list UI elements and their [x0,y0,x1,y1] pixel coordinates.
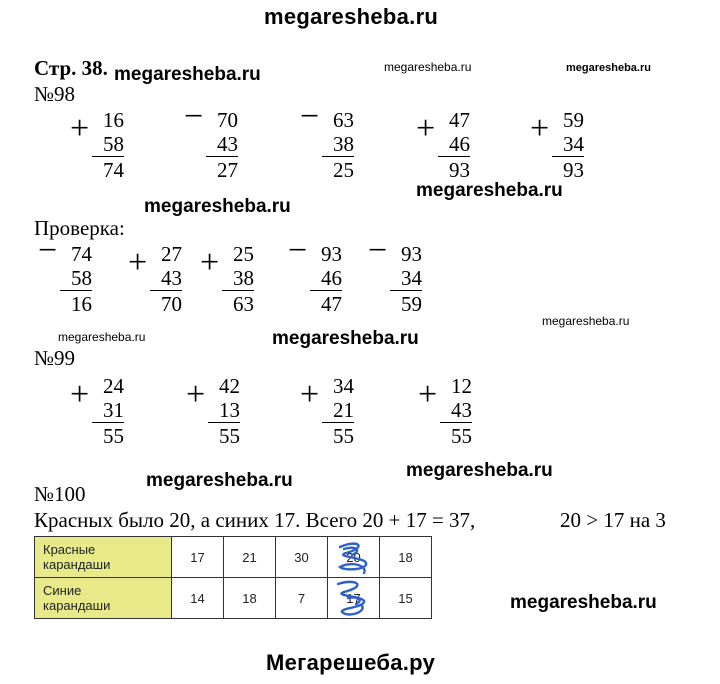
table-cell: 14 [172,578,224,619]
column-operation [70,374,160,454]
result: 93 [449,158,470,182]
table-cell: 18 [224,578,276,619]
scribble-mark [328,537,379,577]
result-line [92,156,124,157]
result-line [222,290,254,291]
minus-sign: − [368,232,388,269]
table-cell: 15 [380,578,432,619]
plus-sign: + [418,376,438,413]
table-row [35,578,432,619]
result: 55 [219,424,240,448]
operand-b: 31 [103,398,124,422]
check-label: Проверка: [34,216,125,240]
operand-a: 59 [563,108,584,132]
table-cell-scribbled [328,578,380,619]
task98-number: №98 [34,82,76,106]
result: 93 [563,158,584,182]
table-cell: 7 [276,578,328,619]
result: 25 [333,158,354,182]
operand-a: 70 [217,108,238,132]
column-operation [300,98,390,188]
plus-sign: + [128,244,148,281]
operand-b: 38 [333,132,354,156]
result-line [322,422,354,423]
row-header [35,537,172,578]
operand-a: 16 [103,108,124,132]
result: 55 [451,424,472,448]
operand-b: 43 [217,132,238,156]
minus-sign: − [300,98,320,135]
watermark: megaresheba.ru [114,64,261,85]
watermark: megaresheba.ru [416,180,563,201]
operand-a: 42 [219,374,240,398]
row-label: карандаши [43,598,111,613]
column-operation [300,374,390,454]
result: 59 [401,292,422,316]
result: 74 [103,158,124,182]
column-operation [70,108,160,188]
operand-a: 74 [71,242,92,266]
operand-a: 24 [103,374,124,398]
operand-b: 21 [333,398,354,422]
watermark: megaresheba.ru [406,460,553,481]
operand-a: 63 [333,108,354,132]
column-operation [368,232,458,322]
column-operation [416,108,506,188]
watermark: megaresheba.ru [510,592,657,613]
column-operation [200,242,290,322]
operand-a: 12 [451,374,472,398]
watermark: megaresheba.ru [58,330,146,344]
row-label: карандаши [43,557,111,572]
operand-b: 58 [103,132,124,156]
result-line [438,156,470,157]
table-cell-scribbled [328,537,380,578]
plus-sign: + [300,376,320,413]
watermark-top: megaresheba.ru [264,4,439,29]
task100-comparison: 20 > 17 на 3 [560,508,666,532]
operand-b: 58 [71,266,92,290]
result: 16 [71,292,92,316]
watermark-bottom: Мегарешеба.ру [266,650,436,675]
plus-sign: + [200,244,220,281]
plus-sign: + [530,110,550,147]
table-cell-value: 20 [346,549,361,565]
minus-sign: − [288,232,308,269]
operand-b: 43 [451,398,472,422]
operand-a: 93 [321,242,342,266]
row-label: Красные [43,542,96,557]
operand-b: 34 [563,132,584,156]
operand-b: 46 [321,266,342,290]
row-label: Синие [43,583,82,598]
watermark: megaresheba.ru [566,62,651,74]
result: 63 [233,292,254,316]
task99-number: №99 [34,346,76,370]
watermark: megaresheba.ru [144,196,291,217]
table-cell: 18 [380,537,432,578]
result: 47 [321,292,342,316]
table-cell: 17 [172,537,224,578]
plus-sign: + [416,110,436,147]
column-operation [288,232,378,322]
minus-sign: − [38,232,58,269]
table-cell-value: 17 [346,590,361,606]
column-operation [186,374,276,454]
operand-a: 47 [449,108,470,132]
operand-b: 13 [219,398,240,422]
operand-a: 93 [401,242,422,266]
result-line [92,422,124,423]
operand-a: 34 [333,374,354,398]
result-line [310,290,342,291]
watermark: megaresheba.ru [384,60,472,74]
plus-sign: + [70,376,90,413]
plus-sign: + [70,110,90,147]
watermark: megaresheba.ru [542,314,630,328]
result: 27 [217,158,238,182]
result-line [208,422,240,423]
scribble-mark [328,578,379,618]
column-operation [38,232,128,322]
operand-a: 27 [161,242,182,266]
result-line [60,290,92,291]
result: 55 [103,424,124,448]
result-line [552,156,584,157]
page-number: Стр. 38. [34,56,108,80]
plus-sign: + [186,376,206,413]
result: 70 [161,292,182,316]
operand-b: 43 [161,266,182,290]
column-operation [184,98,274,188]
task100-sentence: Красных было 20, а синих 17. Всего 20 + 17 = 37, [34,508,476,532]
operand-b: 38 [233,266,254,290]
table-row [35,537,432,578]
table-cell: 30 [276,537,328,578]
watermark: megaresheba.ru [272,328,419,349]
minus-sign: − [184,98,204,135]
operand-a: 25 [233,242,254,266]
operand-b: 34 [401,266,422,290]
result: 55 [333,424,354,448]
result-line [322,156,354,157]
watermark: megaresheba.ru [146,470,293,491]
result-line [440,422,472,423]
pencils-table [34,536,432,619]
column-operation [530,108,620,188]
operand-b: 46 [449,132,470,156]
result-line [206,156,238,157]
task100-number: №100 [34,482,86,506]
result-line [150,290,182,291]
result-line [390,290,422,291]
table-cell: 21 [224,537,276,578]
column-operation [418,374,508,454]
row-header [35,578,172,619]
